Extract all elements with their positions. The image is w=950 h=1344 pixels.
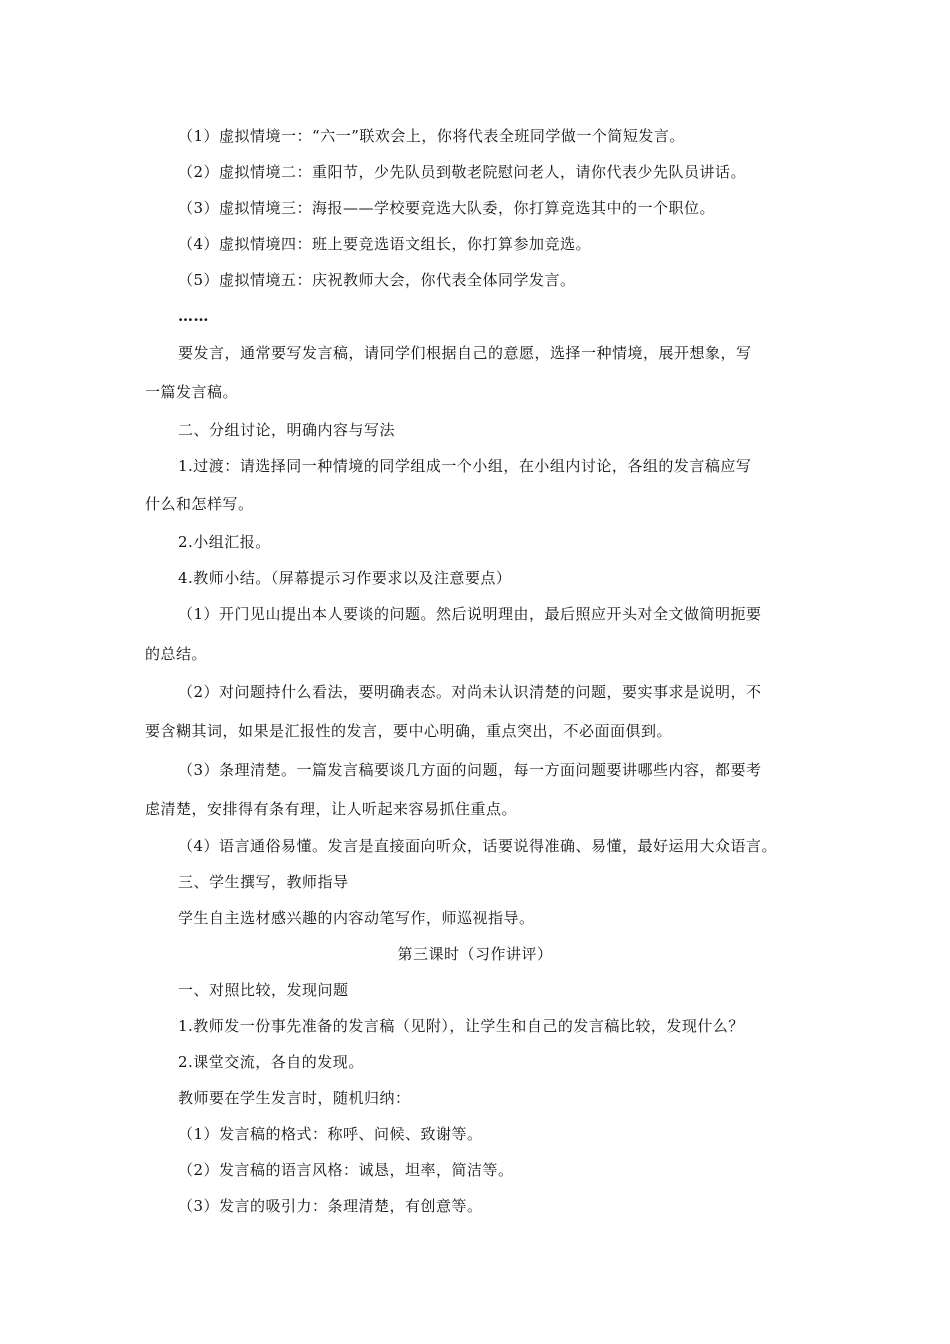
paragraph-line: 虑清楚，安排得有条有理，让人听起来容易抓住重点。 bbox=[145, 800, 518, 818]
list-item: 2.小组汇报。 bbox=[178, 533, 271, 551]
paragraph-line: （1）开门见山提出本人要谈的问题。然后说明理由，最后照应开头对全文做简明扼要 bbox=[178, 605, 762, 623]
section-heading-3: 三、学生撰写，教师指导 bbox=[178, 873, 349, 891]
paragraph-line: （4）语言通俗易懂。发言是直接面向听众，话要说得准确、易懂，最好运用大众语言。 bbox=[178, 837, 778, 855]
list-item: 2.课堂交流，各自的发现。 bbox=[178, 1053, 364, 1071]
scenario-1: （1）虚拟情境一：“六一”联欢会上，你将代表全班同学做一个简短发言。 bbox=[178, 127, 685, 145]
scenario-3: （3）虚拟情境三：海报——学校要竞选大队委，你打算竞选其中的一个职位。 bbox=[178, 199, 716, 217]
scenario-4: （4）虚拟情境四：班上要竞选语文组长，你打算参加竞选。 bbox=[178, 235, 592, 253]
paragraph-line: 一篇发言稿。 bbox=[145, 383, 239, 401]
scenario-5: （5）虚拟情境五：庆祝教师大会，你代表全体同学发言。 bbox=[178, 271, 576, 289]
paragraph-line: （3）条理清楚。一篇发言稿要谈几方面的问题，每一方面问题要讲哪些内容，都要考 bbox=[178, 761, 762, 779]
lesson-title: 第三课时（习作讲评） bbox=[397, 945, 553, 963]
section-heading-2: 二、分组讨论，明确内容与写法 bbox=[178, 421, 396, 439]
paragraph-line: 学生自主选材感兴趣的内容动笔写作，师巡视指导。 bbox=[178, 909, 535, 927]
paragraph-line: 要发言，通常要写发言稿，请同学们根据自己的意愿，选择一种情境，展开想象，写 bbox=[178, 344, 752, 362]
ellipsis: …… bbox=[178, 307, 209, 325]
list-item: 4.教师小结。（屏幕提示习作要求以及注意要点） bbox=[178, 569, 512, 587]
paragraph-line: 1.过渡：请选择同一种情境的同学组成一个小组，在小组内讨论，各组的发言稿应写 bbox=[178, 457, 752, 475]
list-item: （2）发言稿的语言风格：诚恳，坦率，简洁等。 bbox=[178, 1161, 514, 1179]
paragraph-line: 要含糊其词，如果是汇报性的发言，要中心明确，重点突出，不必面面俱到。 bbox=[145, 722, 673, 740]
paragraph-line: 教师要在学生发言时，随机归纳： bbox=[178, 1089, 411, 1107]
list-item: （1）发言稿的格式：称呼、问候、致谢等。 bbox=[178, 1125, 483, 1143]
list-item: 1.教师发一份事先准备的发言稿（见附），让学生和自己的发言稿比较，发现什么？ bbox=[178, 1017, 744, 1035]
paragraph-line: 的总结。 bbox=[145, 645, 208, 663]
scenario-2: （2）虚拟情境二：重阳节，少先队员到敬老院慰问老人，请你代表少先队员讲话。 bbox=[178, 163, 747, 181]
paragraph-line: （2）对问题持什么看法，要明确表态。对尚未认识清楚的问题，要实事求是说明，不 bbox=[178, 683, 762, 701]
list-item: （3）发言的吸引力：条理清楚，有创意等。 bbox=[178, 1197, 483, 1215]
section-heading-1: 一、对照比较，发现问题 bbox=[178, 981, 349, 999]
paragraph-line: 什么和怎样写。 bbox=[145, 495, 254, 513]
